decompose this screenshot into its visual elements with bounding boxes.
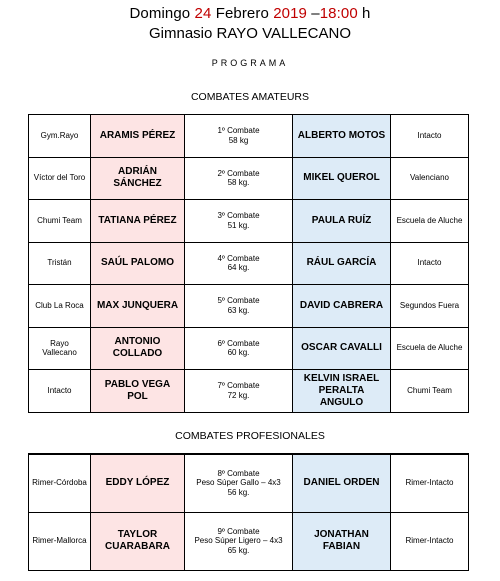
event-date-time <box>0 5 500 22</box>
bout-bout: 7º Combate <box>217 381 260 391</box>
programa-label: PROGRAMA <box>211 58 289 68</box>
right-club: Chumi Team <box>391 370 469 413</box>
left-fighter: TATIANA PÉREZ <box>91 200 185 243</box>
bout-row <box>29 157 469 200</box>
pro-section-title: COMBATES PROFESIONALES <box>175 430 325 442</box>
right-club: Segundos Fuera <box>391 285 469 328</box>
left-fighter: ADRIÁN SÁNCHEZ <box>91 157 185 200</box>
bout-info <box>185 327 293 370</box>
event-year: 2019 <box>273 5 307 22</box>
right-fighter: MIKEL QUEROL <box>293 157 391 200</box>
right-fighter: JONATHAN FABIAN <box>293 512 391 570</box>
bout-info <box>185 242 293 285</box>
bout-weight: 63 kg. <box>227 305 250 315</box>
left-fighter: TAYLOR CUARABARA <box>91 512 185 570</box>
bout-row <box>29 454 469 512</box>
bout-info <box>185 115 293 158</box>
left-club: Víctor del Toro <box>29 157 91 200</box>
left-club: Club La Roca <box>29 285 91 328</box>
bout-category: Peso Súper Ligero – 4x3 <box>194 536 283 546</box>
bout-info <box>185 157 293 200</box>
bout-bout: 8º Combate <box>217 468 260 478</box>
amateur-bouts-table <box>28 114 469 413</box>
bout-row <box>29 242 469 285</box>
bout-bout: 3º Combate <box>217 211 260 221</box>
left-club: Gym.Rayo <box>29 115 91 158</box>
bout-bout: 9º Combate <box>217 526 260 536</box>
bout-weight: 56 kg. <box>227 488 250 498</box>
right-club: Escuela de Aluche <box>391 200 469 243</box>
right-club: Valenciano <box>391 157 469 200</box>
event-time-suffix: h <box>362 5 371 22</box>
bout-bout: 6º Combate <box>217 338 260 348</box>
amateur-section-title: COMBATES AMATEURS <box>190 91 310 103</box>
bout-weight: 72 kg. <box>227 390 250 400</box>
bout-weight: 64 kg. <box>227 263 250 273</box>
event-month: Febrero <box>215 5 269 22</box>
bout-category: Peso Súper Gallo – 4x3 <box>196 478 281 488</box>
right-fighter: DAVID CABRERA <box>293 285 391 328</box>
right-club: Escuela de Aluche <box>391 327 469 370</box>
bout-row <box>29 285 469 328</box>
left-fighter: ANTONIO COLLADO <box>91 327 185 370</box>
bout-weight: 51 kg. <box>227 220 250 230</box>
bout-bout: 4º Combate <box>217 253 260 263</box>
right-fighter: RÁUL GARCÍA <box>293 242 391 285</box>
right-club: Rimer-Intacto <box>391 454 469 512</box>
event-day: Domingo <box>129 5 191 22</box>
bout-info <box>185 200 293 243</box>
bout-row <box>29 512 469 570</box>
right-fighter: KELVIN ISRAEL PERALTA ANGULO <box>293 370 391 413</box>
right-fighter: OSCAR CAVALLI <box>293 327 391 370</box>
bout-info <box>185 370 293 413</box>
right-fighter: ALBERTO MOTOS <box>293 115 391 158</box>
left-club: Rayo Vallecano <box>29 327 91 370</box>
bout-bout: 5º Combate <box>217 296 260 306</box>
bout-bout: 2º Combate <box>217 168 260 178</box>
bout-row <box>29 327 469 370</box>
left-fighter: SAÚL PALOMO <box>91 242 185 285</box>
bout-weight: 65 kg. <box>227 545 250 555</box>
event-date-number: 24 <box>194 5 212 22</box>
bout-row <box>29 115 469 158</box>
event-separator: – <box>311 5 320 22</box>
left-fighter: ARAMIS PÉREZ <box>91 115 185 158</box>
right-club: Intacto <box>391 115 469 158</box>
left-club: Rimer-Mallorca <box>29 512 91 570</box>
bout-bout: 1º Combate <box>217 126 260 136</box>
bout-info <box>185 285 293 328</box>
left-club: Rimer-Córdoba <box>29 454 91 512</box>
bout-weight: 58 kg. <box>227 178 250 188</box>
left-club: Tristán <box>29 242 91 285</box>
bout-info <box>185 454 293 512</box>
right-club: Rimer-Intacto <box>391 512 469 570</box>
right-fighter: PAULA RUÍZ <box>293 200 391 243</box>
pro-bouts-table <box>28 453 469 571</box>
bout-info <box>185 512 293 570</box>
left-fighter: PABLO VEGA POL <box>91 370 185 413</box>
left-fighter: EDDY LÓPEZ <box>91 454 185 512</box>
right-club: Intacto <box>391 242 469 285</box>
right-fighter: DANIEL ORDEN <box>293 454 391 512</box>
bout-row <box>29 370 469 413</box>
event-time: 18:00 <box>319 5 358 22</box>
bout-weight: 60 kg. <box>227 348 250 358</box>
left-club: Intacto <box>29 370 91 413</box>
bout-weight: 58 kg <box>228 135 249 145</box>
left-club: Chumi Team <box>29 200 91 243</box>
event-venue: Gimnasio RAYO VALLECANO <box>148 25 351 42</box>
bout-row <box>29 200 469 243</box>
left-fighter: MAX JUNQUERA <box>91 285 185 328</box>
